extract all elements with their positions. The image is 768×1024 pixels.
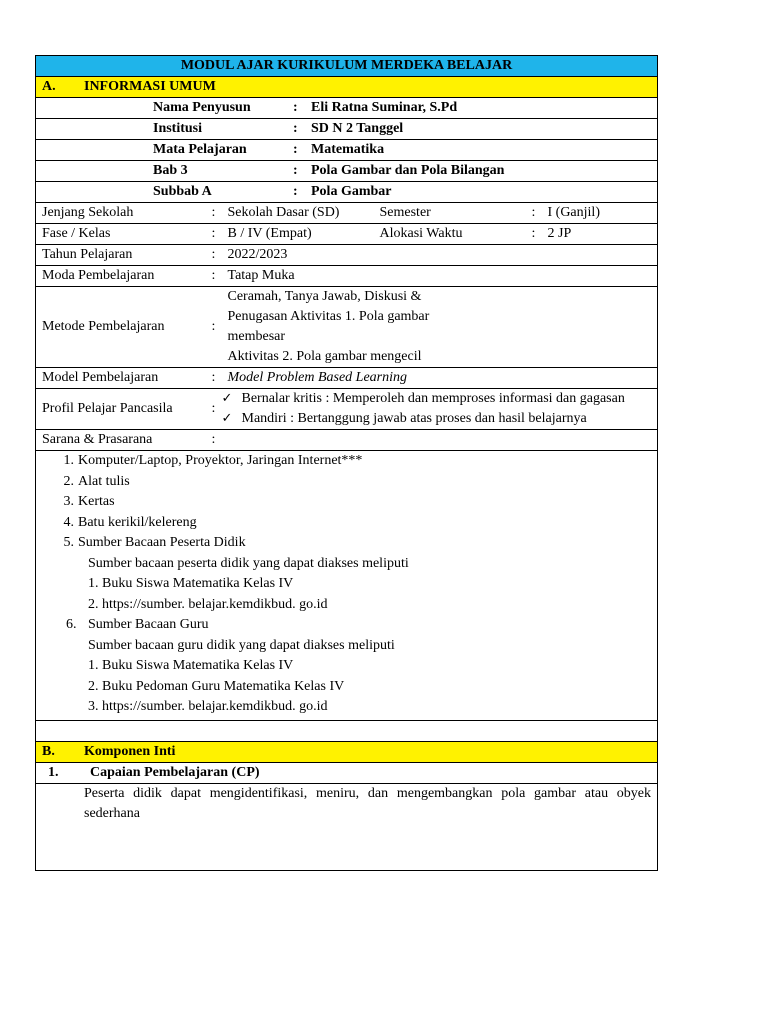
colon: : (206, 430, 222, 451)
sumber-pd-item: 1. Buku Siswa Matematika Kelas IV (88, 576, 294, 591)
profil-item (222, 389, 650, 409)
model-value: Model Problem Based Learning (222, 368, 658, 389)
checkmark-icon: ✓ (221, 411, 233, 426)
profil-item-text: Bernalar kritis : Memperoleh dan memproses informasi dan gagasan (241, 391, 625, 406)
identity-row (36, 182, 658, 203)
jenjang-value: Sekolah Dasar (SD) (222, 203, 374, 224)
checkmark-icon: ✓ (221, 391, 233, 406)
tahun-value: 2022/2023 (222, 245, 658, 266)
module-table (35, 55, 658, 871)
identity-row (36, 98, 658, 119)
colon: : (293, 100, 298, 115)
list-item (56, 451, 651, 472)
sarana-list-cell (36, 451, 658, 721)
identity-key: Nama Penyusun (153, 100, 251, 115)
colon: : (206, 287, 222, 368)
identity-row (36, 161, 658, 182)
metode-line: Penugasan Aktivitas 1. Pola gambar (227, 309, 430, 324)
metode-label: Metode Pembelajaran (36, 287, 206, 368)
identity-key: Subbab A (153, 184, 212, 199)
colon: : (293, 184, 298, 199)
colon: : (206, 389, 222, 430)
list-item (56, 615, 651, 636)
identity-key: Institusi (153, 121, 203, 136)
identity-value: Matematika (311, 142, 385, 157)
sumber-pd-item: 2. https://sumber. belajar.kemdikbud. go.id (88, 596, 328, 612)
list-item (56, 513, 651, 534)
identity-key: Mata Pelajaran (153, 142, 247, 157)
section-a-label: INFORMASI UMUM (84, 79, 216, 94)
list-number: 5. (63, 535, 74, 550)
list-text: Komputer/Laptop, Proyektor, Jaringan Internet*** (78, 453, 363, 468)
identity-value: Eli Ratna Suminar, S.Pd (311, 100, 458, 115)
colon: : (206, 368, 222, 389)
sumber-guru-item: 3. https://sumber. belajar.kemdikbud. go.id (88, 699, 328, 714)
colon: : (526, 203, 542, 224)
semester-value: I (Ganjil) (542, 203, 658, 224)
list-text: Alat tulis (78, 473, 130, 489)
identity-key: Bab 3 (153, 163, 188, 178)
section-a-header (36, 77, 658, 98)
cp-header (36, 762, 658, 783)
list-text: Batu kerikil/kelereng (78, 514, 197, 530)
colon: : (526, 224, 542, 245)
list-item (56, 533, 651, 554)
sumber-guru-intro: Sumber bacaan guru didik yang dapat diakses meliputi (88, 637, 395, 653)
cp-label: Capaian Pembelajaran (CP) (90, 764, 260, 780)
fase-label: Fase / Kelas (36, 224, 206, 245)
alokasi-value: 2 JP (542, 224, 658, 245)
sumber-guru-item: 1. Buku Siswa Matematika Kelas IV (88, 658, 294, 673)
profil-item (222, 409, 650, 429)
list-text: Kertas (78, 494, 115, 509)
list-text: Sumber Bacaan Peserta Didik (78, 535, 246, 550)
profil-item-text: Mandiri : Bertanggung jawab atas proses dan hasil belajarnya (241, 411, 587, 426)
section-b-label: Komponen Inti (84, 743, 176, 759)
section-a-number: A. (42, 79, 56, 94)
metode-value (222, 287, 658, 368)
metode-line: Ceramah, Tanya Jawab, Diskusi & (227, 289, 422, 304)
list-number: 6. (66, 617, 77, 632)
model-label: Model Pembelajaran (36, 368, 206, 389)
colon: : (206, 245, 222, 266)
section-b-number: B. (42, 743, 55, 759)
metode-line: membesar (227, 329, 286, 344)
list-item (56, 492, 651, 513)
colon: : (293, 163, 298, 178)
alokasi-label: Alokasi Waktu (374, 224, 526, 245)
list-number: 2. (63, 473, 74, 489)
identity-value: SD N 2 Tanggel (311, 121, 404, 136)
colon: : (206, 266, 222, 287)
colon: : (293, 121, 298, 136)
colon: : (206, 203, 222, 224)
sarana-label: Sarana & Prasarana (36, 430, 206, 451)
sarana-list (56, 451, 651, 718)
colon: : (293, 142, 298, 157)
identity-value: Pola Gambar (311, 184, 392, 199)
list-number: 1. (63, 453, 74, 468)
sarana-value-empty (222, 430, 658, 451)
moda-label: Moda Pembelajaran (36, 266, 206, 287)
fase-value: B / IV (Empat) (222, 224, 374, 245)
jenjang-label: Jenjang Sekolah (36, 203, 206, 224)
colon: : (206, 224, 222, 245)
section-b-header (36, 741, 658, 762)
sumber-guru-item: 2. Buku Pedoman Guru Matematika Kelas IV (88, 678, 345, 694)
cp-text: Peserta didik dapat mengidentifikasi, meniru, dan mengembangkan pola gambar atau obyek sederhana (36, 783, 658, 870)
cp-number: 1. (48, 764, 59, 780)
list-item (56, 472, 651, 493)
list-number: 3. (63, 494, 74, 509)
tahun-label: Tahun Pelajaran (36, 245, 206, 266)
semester-label: Semester (374, 203, 526, 224)
list-number: 4. (63, 514, 74, 530)
module-title: MODUL AJAR KURIKULUM MERDEKA BELAJAR (36, 56, 658, 77)
sumber-pd-intro: Sumber bacaan peserta didik yang dapat diakses meliputi (88, 555, 409, 571)
spacer-row (36, 720, 658, 741)
profil-label: Profil Pelajar Pancasila (36, 389, 206, 430)
lesson-module-document (35, 55, 657, 871)
identity-row (36, 140, 658, 161)
metode-line: Aktivitas 2. Pola gambar mengecil (227, 349, 422, 364)
identity-row (36, 119, 658, 140)
list-text: Sumber Bacaan Guru (88, 617, 209, 632)
identity-value: Pola Gambar dan Pola Bilangan (311, 163, 505, 178)
profil-value (222, 389, 658, 430)
moda-value: Tatap Muka (222, 266, 658, 287)
